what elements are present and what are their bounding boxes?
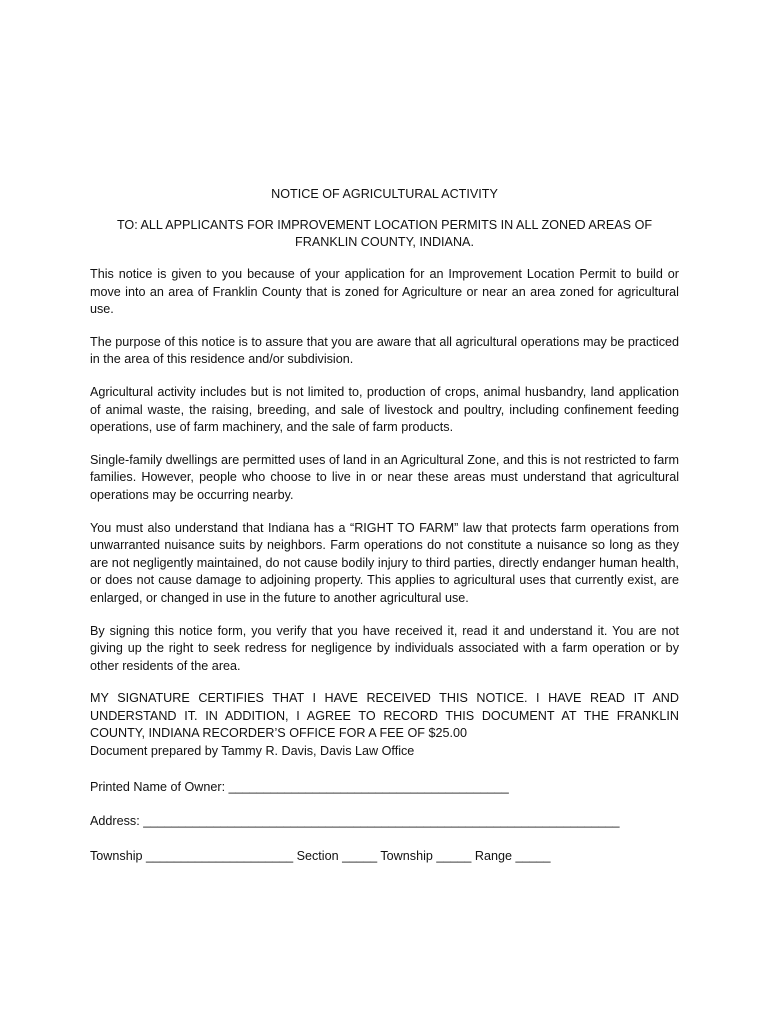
location-field: Township _____________________ Section _____ Township _____ Range _____ (90, 848, 551, 863)
document-page (90, 186, 679, 882)
document-title: NOTICE OF AGRICULTURAL ACTIVITY (271, 187, 498, 201)
certification-statement: MY SIGNATURE CERTIFIES THAT I HAVE RECEIVED THIS NOTICE. I HAVE READ IT AND UNDERSTAND IT. IN ADDITION, I AGREE TO RECORD THIS DOCUMENT AT THE FRANKLIN COUNTY, INDIANA RECORDER’S OFFICE FOR A FEE OF $25.00 (90, 691, 679, 741)
paragraph-single-family: Single-family dwellings are permitted uses of land in an Agricultural Zone, and this is not restricted to farm families. However, people who choose to live in or near these areas must understand that agricultural operations may be occurring nearby. (90, 452, 679, 502)
paragraph-purpose: The purpose of this notice is to assure that you are aware that all agricultural operations may be practiced in the area of this residence and/or subdivision. (90, 334, 679, 367)
paragraph-right-to-farm: You must also understand that Indiana has a “RIGHT TO FARM” law that protects farm operations from unwarranted nuisance suits by neighbors. Farm operations do not constitute a nuisance so long as they are not negligently maintained, do not cause bodily injury to third parties, directly endanger human health, or does not cause damage to adjoining property. This applies to agricultural uses that currently exist, are enlarged, or changed in use in the future to another agricultural use. (90, 520, 679, 605)
paragraph-agricultural-activity: Agricultural activity includes but is not limited to, production of crops, animal husbandry, land application of animal waste, the raising, breeding, and sale of livestock and poultry, including confinement feeding operations, use of farm machinery, and the sale of farm products. (90, 384, 679, 435)
prepared-by: Document prepared by Tammy R. Davis, Davis Law Office (90, 744, 415, 759)
paragraph-notice-reason: This notice is given to you because of your application for an Improvement Location Permit to build or move into an area of Franklin County that is zoned for Agriculture or near an area zoned for agricultural use. (90, 267, 679, 317)
paragraph-signing: By signing this notice form, you verify that you have received it, read it and understand it. You are not giving up the right to seek redress for negligence by individuals associated with a farm operation or by other residents of the area. (90, 623, 679, 673)
printed-name-field: Printed Name of Owner: ________________________________________ (90, 779, 509, 794)
address-field: Address: ____________________________________________________________________ (90, 814, 620, 829)
addressee-line: TO: ALL APPLICANTS FOR IMPROVEMENT LOCATION PERMITS IN ALL ZONED AREAS OF FRANKLIN COUNTY, INDIANA. (116, 218, 653, 249)
